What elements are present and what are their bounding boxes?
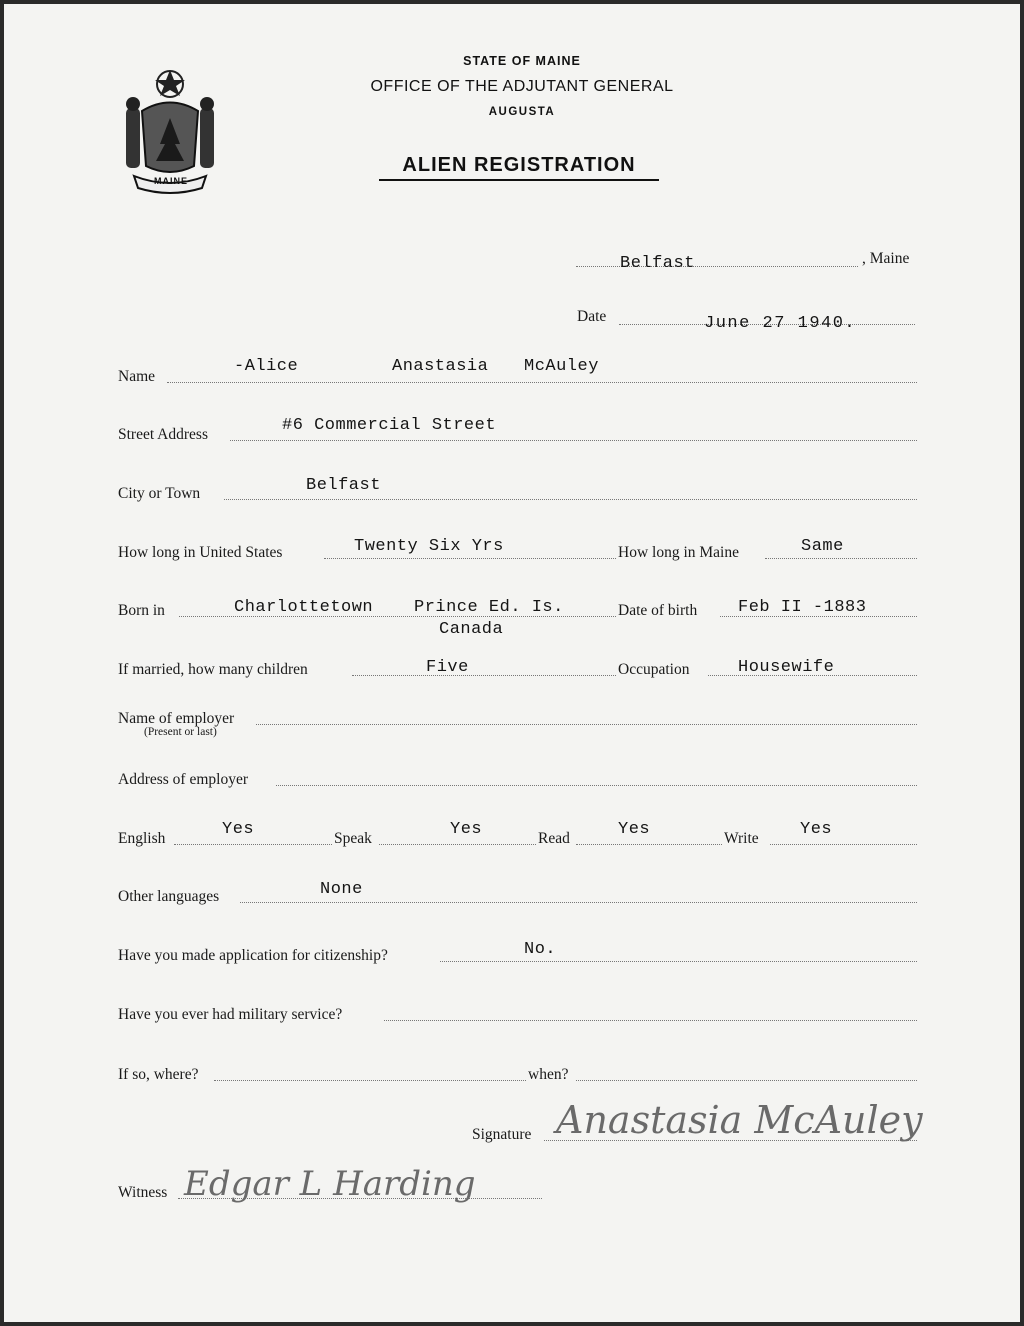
write-label: Write (724, 830, 759, 847)
how-long-maine-label: How long in Maine (618, 544, 739, 561)
how-long-maine-value: Same (801, 537, 844, 556)
date-value: June 27 1940. (704, 314, 857, 333)
write-value: Yes (800, 820, 833, 839)
document-page (4, 4, 1020, 1322)
other-languages-label: Other languages (118, 888, 220, 905)
form-title: ALIEN REGISTRATION (379, 154, 659, 181)
english-value: Yes (222, 820, 255, 839)
children-label: If married, how many children (118, 661, 308, 678)
name-label: Name (118, 368, 156, 385)
how-long-us-label: How long in United States (118, 544, 283, 561)
street-address-value: #6 Commercial Street (282, 416, 497, 435)
children-value: Five (426, 658, 469, 677)
military-label: Have you ever had military service? (118, 1006, 343, 1023)
employer-label: Name of employer (118, 710, 235, 727)
seal-banner-text: MAINE (154, 176, 188, 186)
date-of-birth-label: Date of birth (618, 602, 698, 619)
born-in-city-value: Charlottetown (234, 598, 374, 617)
employer-address-label: Address of employer (118, 771, 248, 788)
born-in-country-value: Canada (439, 620, 504, 639)
employer-sublabel: (Present or last) (144, 726, 217, 738)
where-label: If so, where? (118, 1066, 199, 1083)
occupation-label: Occupation (618, 661, 690, 678)
city-value: Belfast (306, 476, 381, 495)
witness-value: Edgar L Harding (184, 1164, 476, 1204)
date-of-birth-value: Feb II -1883 (738, 598, 867, 617)
city-label: City or Town (118, 485, 201, 502)
name-first-value: -Alice (234, 357, 299, 376)
speak-label: Speak (334, 830, 372, 847)
citizenship-label: Have you made application for citizenship? (118, 947, 388, 964)
street-address-label: Street Address (118, 426, 208, 443)
signature-label: Signature (472, 1126, 532, 1143)
header-city: AUGUSTA (488, 106, 556, 118)
place-suffix: , Maine (862, 250, 910, 267)
other-languages-value: None (320, 880, 363, 899)
read-label: Read (538, 830, 570, 847)
witness-label: Witness (118, 1184, 168, 1201)
occupation-value: Housewife (738, 658, 835, 677)
when-label: when? (528, 1066, 569, 1083)
header-state: STATE OF MAINE (463, 54, 581, 68)
header-office: OFFICE OF THE ADJUTANT GENERAL (370, 78, 674, 95)
name-middle-value: Anastasia (392, 357, 489, 376)
date-label: Date (577, 308, 607, 325)
signature-value: Anastasia McAuley (556, 1098, 923, 1142)
how-long-us-value: Twenty Six Yrs (354, 537, 504, 556)
born-in-label: Born in (118, 602, 165, 619)
read-value: Yes (618, 820, 651, 839)
speak-value: Yes (450, 820, 483, 839)
place-value: Belfast (620, 254, 695, 273)
citizenship-value: No. (524, 940, 557, 959)
name-last-value: McAuley (524, 357, 599, 376)
born-in-province-value: Prince Ed. Is. (414, 598, 564, 617)
english-label: English (118, 830, 166, 847)
